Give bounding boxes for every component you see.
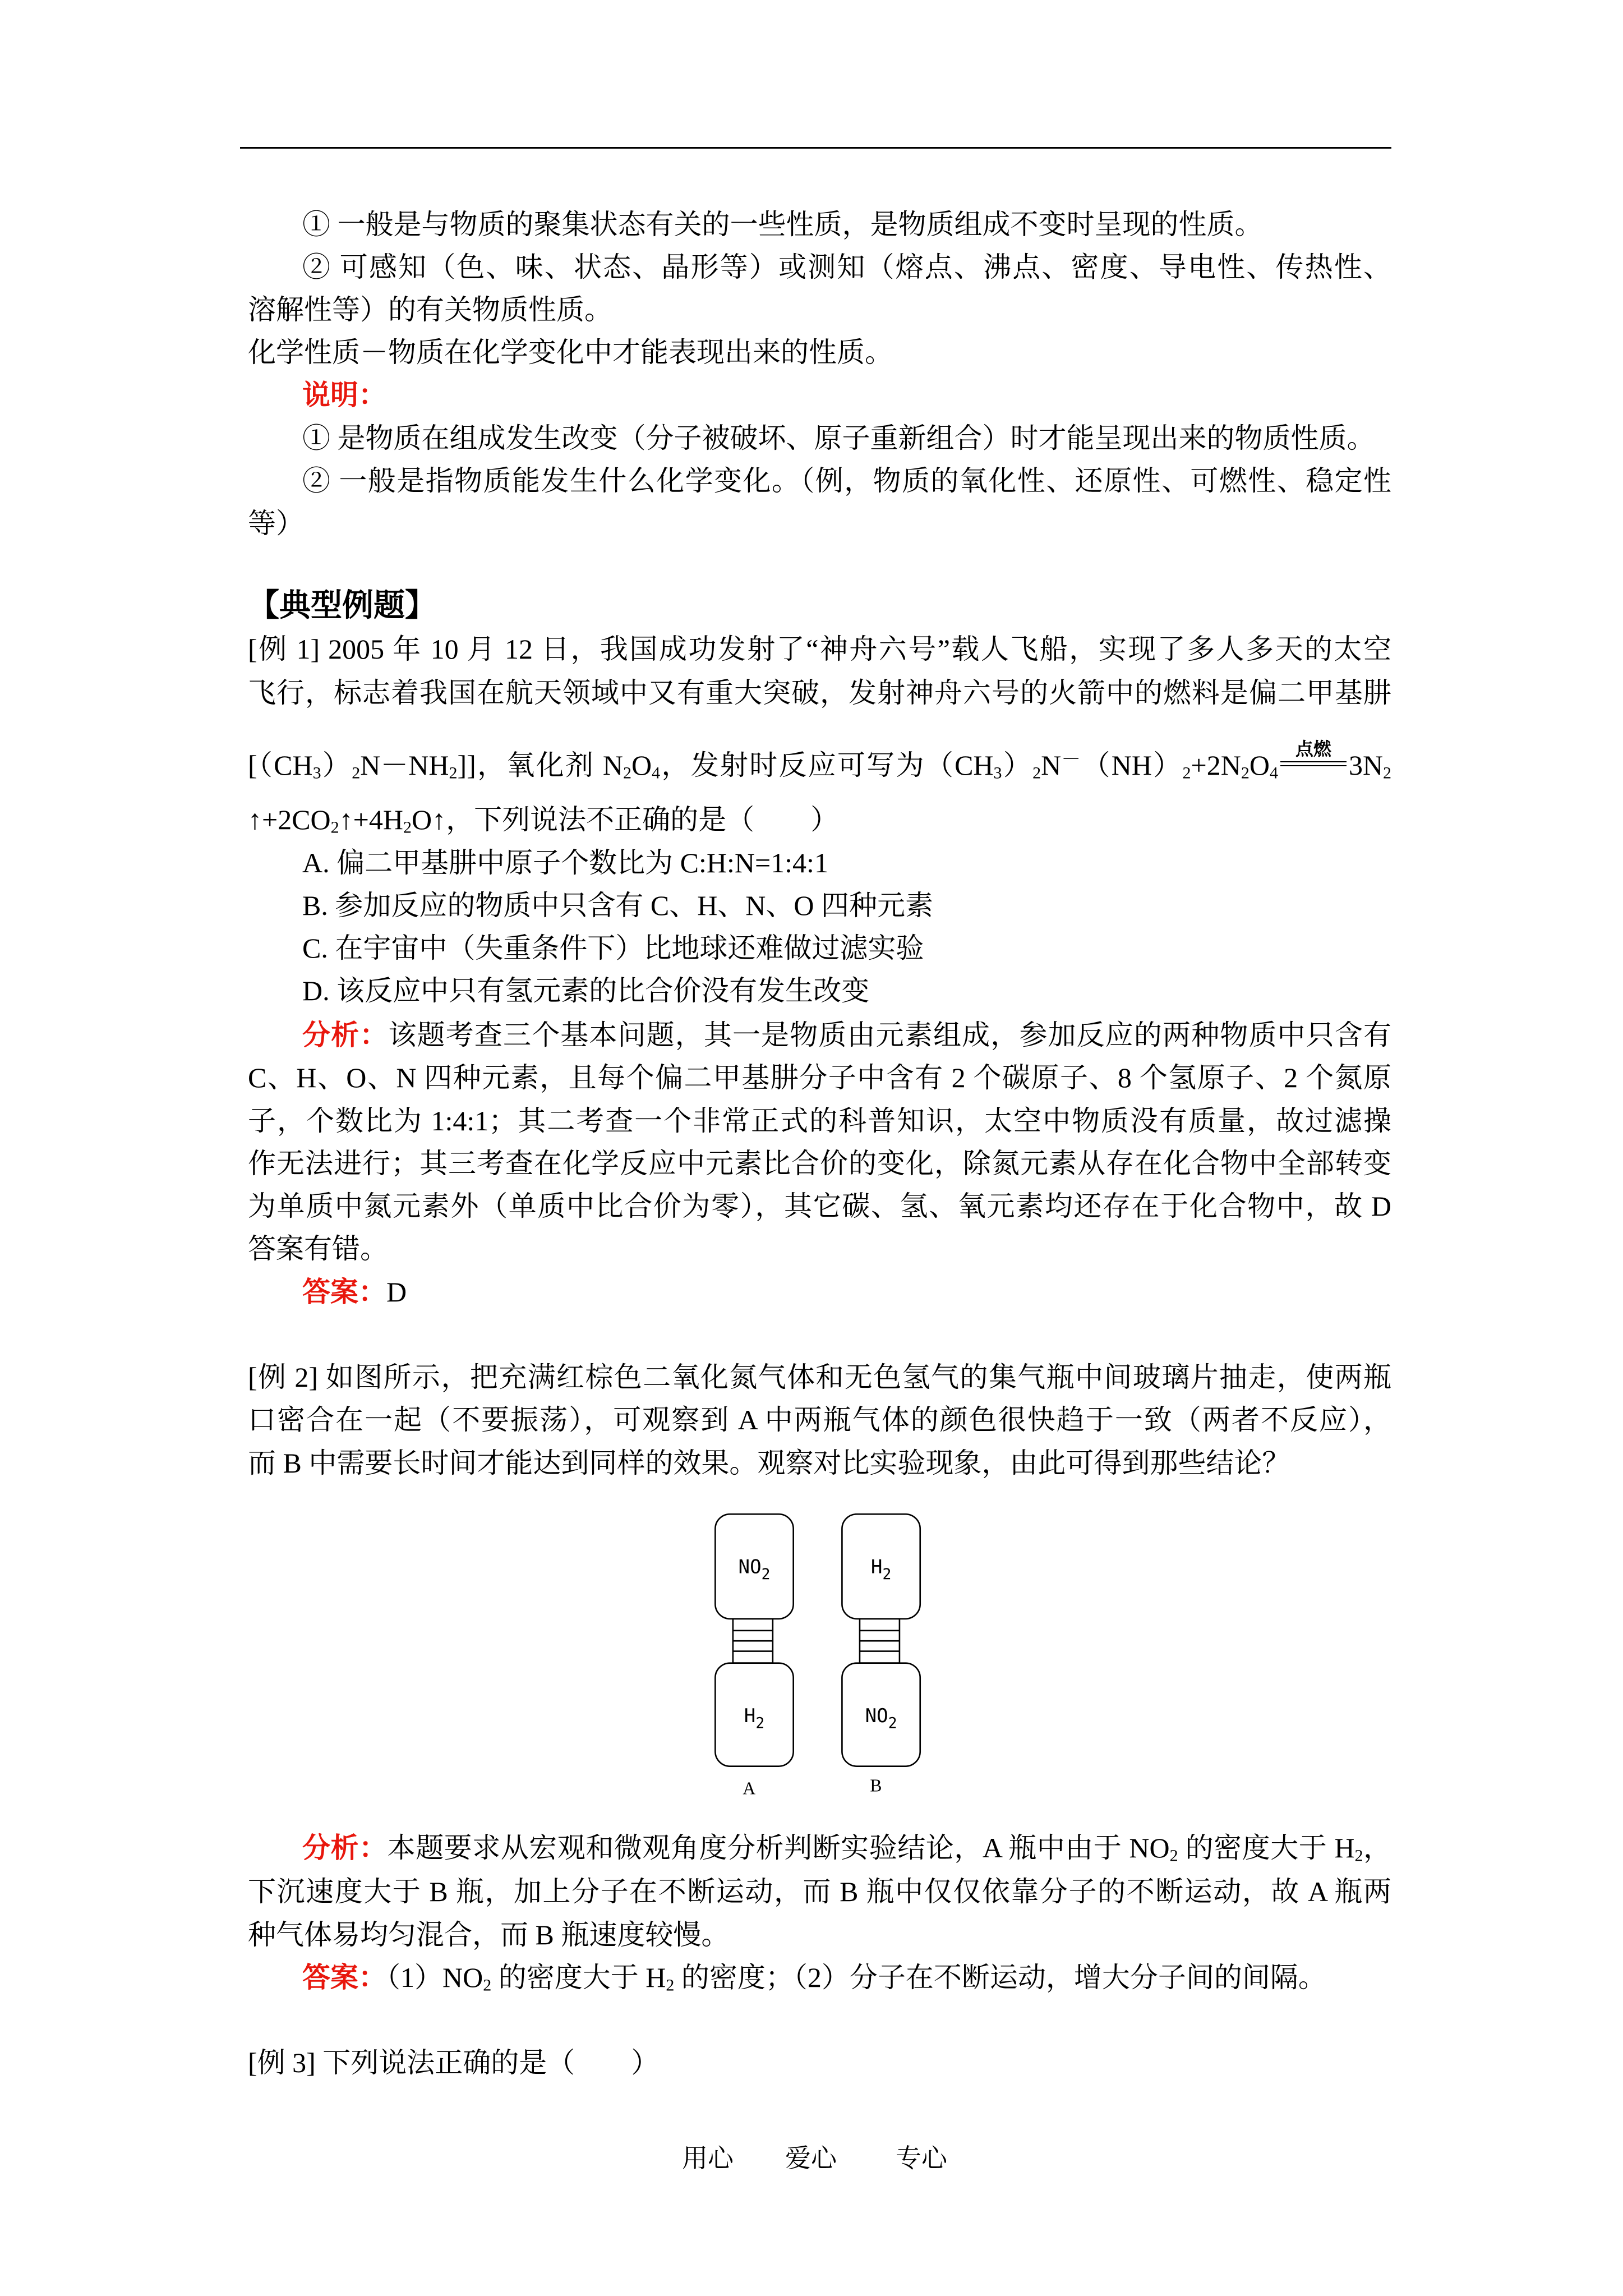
subscript: 2 (1032, 763, 1041, 783)
subscript: 4 (652, 763, 661, 783)
subscript: 2 (1169, 1846, 1178, 1865)
subscript: 2 (1241, 763, 1249, 783)
formula-text: ↑+2CO (248, 804, 331, 835)
answer-text: 的密度；（2）分子在不断运动，增大分子间的间隔。 (674, 1962, 1326, 1993)
footer-text-1: 用心 (682, 2144, 734, 2173)
formula-text: [（CH (248, 749, 313, 781)
gas-label: $NO_2$ (738, 1556, 771, 1583)
analysis-text: 该题考查三个基本问题，其一是物质由元素组成，参加反应的两种物质中只含有 (388, 1019, 1391, 1051)
example1-analysis-line-2: C、H、O、N 四种元素，且每个偏二甲基肼分子中含有 2 个碳原子、8 个氢原子、2 个氮原 (248, 1062, 1391, 1093)
subscript: 2 (1182, 763, 1191, 783)
option-d: D. 该反应中只有氢元素的比合价没有发生改变 (302, 975, 870, 1006)
product-text: 3N (1348, 749, 1384, 781)
analysis-text: 本题要求从宏观和微观角度分析判断实验结论，A 瓶中由于 NO (387, 1832, 1170, 1864)
subscript: 3 (312, 763, 321, 783)
example2-stem-line-1: [例 2] 如图所示，把充满红棕色二氧化氮气体和无色氢气的集气瓶中间玻璃片抽走，使两瓶 (248, 1361, 1391, 1393)
chemical-item-1: ① 是物质在组成发生改变（分子被破坏、原子重新组合）时才能呈现出来的物质性质。 (302, 422, 1375, 454)
example1-analysis-line-1 (302, 1018, 1391, 1052)
set-label: A (743, 1778, 756, 1798)
formula-text: ） (321, 749, 352, 781)
subscript: 2 (666, 1976, 675, 1995)
analysis-text: 的密度大于 H (1178, 1832, 1355, 1864)
formula-text: （NH） (1081, 749, 1183, 781)
chemical-item-2-line-2: 等） (248, 508, 304, 539)
analysis-label: 分析： (302, 1832, 388, 1864)
subscript: 2 (623, 763, 632, 783)
chemical-definition: 化学性质－物质在化学变化中才能表现出来的性质。 (248, 337, 893, 368)
example2-answer (302, 1961, 1326, 1994)
superscript: － (1061, 748, 1081, 771)
gas-label: $H_2$ (870, 1556, 892, 1583)
example3-stem: [例 3] 下列说法正确的是（ ） (248, 2047, 660, 2078)
example2-analysis-line-1 (302, 1831, 1391, 1865)
subscript: 2 (1354, 1846, 1363, 1865)
example1-answer (302, 1275, 407, 1309)
example1-analysis-line-4: 作无法进行；其三考查在化学反应中元素比合价的变化，除氮元素从存在化合物中全部转变 (248, 1148, 1391, 1179)
example1-formula-line (248, 739, 1392, 783)
section-title: 【典型例题】 (248, 588, 436, 623)
gas-label: $NO_2$ (865, 1704, 897, 1732)
option-a: A. 偏二甲基肼中原子个数比为 C:H:N=1:4:1 (302, 847, 828, 878)
header-rule (240, 147, 1391, 149)
bottle-set-a (715, 1514, 793, 1798)
formula-text: ]]，氧化剂 N (457, 749, 624, 781)
example2-analysis-line-2: 下沉速度大于 B 瓶，加上分子在不断运动，而 B 瓶中仅仅依靠分子的不断运动，故 A 瓶两 (248, 1876, 1391, 1907)
answer-text: （1）NO (386, 1962, 483, 1993)
example2-analysis-line-3: 种气体易均匀混合，而 B 瓶速度较慢。 (248, 1919, 730, 1950)
example1-analysis-line-3: 子，个数比为 1:4:1；其二考查一个非常正式的科普知识，太空中物质没有质量，故过滤操 (248, 1105, 1391, 1137)
subscript: 2 (330, 818, 339, 837)
analysis-text: ， (1363, 1832, 1392, 1864)
physical-item-2-line-1: ② 可感知（色、味、状态、晶形等）或测知（熔点、沸点、密度、导电性、传热性、 (302, 251, 1391, 283)
question-text: O↑，下列说法不正确的是（ ） (411, 804, 839, 835)
subscript: 2 (1383, 763, 1392, 783)
answer-text: 的密度大于 H (491, 1962, 666, 1993)
example2-stem-line-3: 而 B 中需要长时间才能达到同样的效果。观察对比实验现象，由此可得到那些结论？ (248, 1447, 1290, 1479)
formula-text: +2N (1191, 749, 1241, 781)
reaction-condition: 点燃 (1295, 739, 1331, 759)
example1-stem-line-2: 飞行，标志着我国在航天领域中又有重大突破，发射神舟六号的火箭中的燃料是偏二甲基肼 (248, 677, 1391, 708)
gas-label: $H_2$ (744, 1704, 765, 1732)
example1-analysis-line-6: 答案有错。 (248, 1233, 388, 1264)
example1-stem-line-1: [例 1] 2005 年 10 月 12 日，我国成功发射了“神舟六号”载人飞船，实现了多人多天的太空 (248, 633, 1391, 665)
physical-item-1: ① 一般是与物质的聚集状态有关的一些性质，是物质组成不变时呈现的性质。 (302, 209, 1263, 240)
example1-analysis-line-5: 为单质中氮元素外（单质中比合价为零），其它碳、氢、氧元素均还存在于化合物中，故 D (248, 1190, 1391, 1222)
option-c: C. 在宇宙中（失重条件下）比地球还难做过滤实验 (302, 932, 924, 964)
option-b: B. 参加反应的物质中只含有 C、H、N、O 四种元素 (302, 890, 934, 921)
example1-stem-line-4 (248, 803, 838, 836)
formula-text: N (1041, 749, 1062, 781)
formula-text: N－NH (360, 749, 449, 781)
physical-item-2-line-2: 溶解性等）的有关物质性质。 (248, 294, 612, 325)
subscript: 3 (993, 763, 1002, 783)
subscript: 4 (1269, 763, 1278, 783)
formula-text: ，发射时反应可写为（CH (660, 749, 994, 781)
analysis-label: 分析： (302, 1019, 389, 1051)
footer-text-3: 专心 (896, 2144, 947, 2173)
subscript: 2 (403, 818, 412, 837)
example2-stem-line-2: 口密合在一起（不要振荡），可观察到 A 中两瓶气体的颜色很快趋于一致（两者不反应）， (248, 1404, 1391, 1435)
note-label: 说明： (302, 379, 386, 411)
answer-text: D (386, 1276, 407, 1308)
chemical-item-2-line-1: ② 一般是指物质能发生什么化学变化。（例，物质的氧化性、还原性、可燃性、稳定性 (302, 465, 1391, 496)
reaction-arrow (1280, 739, 1347, 766)
footer-text-2: 爱心 (785, 2144, 837, 2173)
subscript: 2 (352, 763, 361, 783)
gas-bottles-figure (708, 1507, 944, 1816)
subscript: 2 (449, 763, 458, 783)
answer-label: 答案： (302, 1276, 386, 1308)
formula-text: O (1249, 749, 1270, 781)
formula-text: ↑+4H (339, 804, 403, 835)
subscript: 2 (483, 1976, 492, 1995)
answer-label: 答案： (302, 1962, 386, 1993)
bottle-set-b (842, 1514, 920, 1795)
formula-text: O (631, 749, 652, 781)
formula-text: ） (1002, 749, 1033, 781)
set-label: B (870, 1775, 882, 1796)
